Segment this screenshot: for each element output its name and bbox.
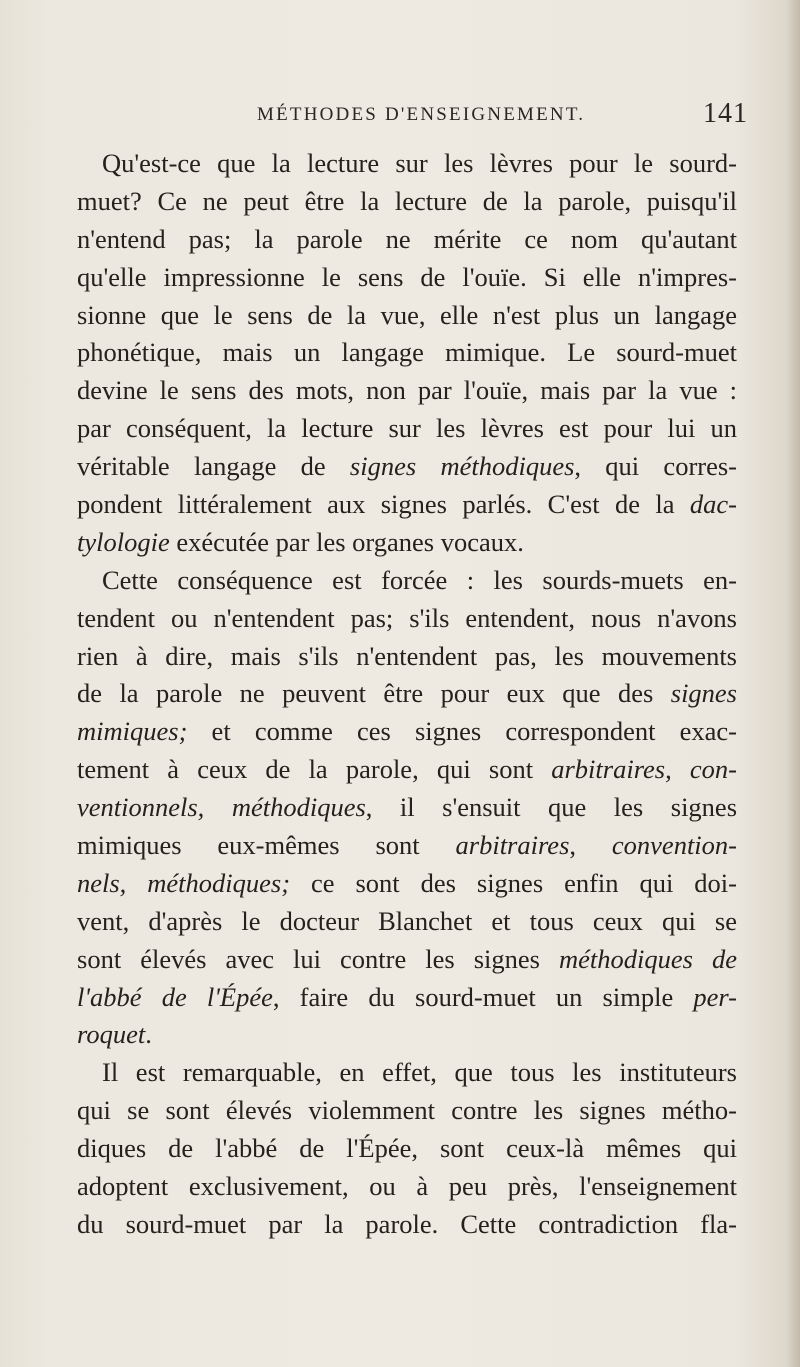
- text-line: [77, 145, 737, 183]
- text-line: [77, 827, 737, 865]
- italic-text: méthodiques de: [559, 943, 738, 974]
- text-segment: qu'elle impressionne le sens de l'ouïe. Si elle n'impres-: [77, 261, 737, 292]
- text-segment: sont élevés avec lui contre les signes: [77, 943, 560, 974]
- text-line: [77, 1168, 737, 1206]
- text-line: [77, 675, 737, 713]
- text-line: [77, 562, 737, 600]
- page-header: [257, 100, 748, 136]
- text-segment: Qu'est-ce que la lecture sur les lèvres pour le sourd-: [102, 148, 737, 178]
- text-line: [77, 486, 737, 524]
- text-line: [77, 600, 737, 638]
- text-line: [77, 259, 737, 297]
- text-segment: de la parole ne peuvent être pour eux que des: [77, 678, 671, 709]
- body-text: [77, 145, 737, 1244]
- text-line: [77, 334, 737, 372]
- italic-text: dac-: [689, 489, 737, 520]
- italic-text: signes: [670, 678, 737, 709]
- text-segment: pondent littéralement aux signes parlés. C'est de la: [77, 489, 690, 520]
- text-line: [77, 751, 737, 789]
- italic-text: mimiques;: [77, 716, 188, 747]
- text-segment: tendent ou n'entendent pas; s'ils entendent, nous n'avons: [77, 602, 737, 633]
- text-segment: phonétique, mais un langage mimique. Le sourd-muet: [77, 337, 737, 368]
- text-segment: ,: [569, 830, 612, 861]
- text-line: [77, 713, 737, 751]
- text-line: [77, 979, 737, 1017]
- page-number: 141: [703, 98, 748, 129]
- text-line: [77, 865, 737, 903]
- text-line: [77, 372, 737, 410]
- text-line: [77, 221, 737, 259]
- text-line: [77, 297, 737, 335]
- text-line: [77, 448, 737, 486]
- text-line: [77, 1130, 737, 1168]
- text-segment: .: [145, 1019, 152, 1050]
- text-segment: vent, d'après le docteur Blanchet et tous ceux qui se: [77, 905, 737, 936]
- italic-text: convention-: [611, 830, 737, 861]
- text-line: [77, 410, 737, 448]
- italic-text: arbitraires, con-: [551, 754, 737, 785]
- italic-text: per-: [693, 981, 737, 1012]
- text-segment: sionne que le sens de la vue, elle n'est plus un langage: [77, 299, 737, 330]
- text-segment: n'entend pas; la parole ne mérite ce nom qu'autant: [77, 223, 737, 254]
- text-segment: et comme ces signes correspondent exac-: [187, 716, 737, 747]
- text-segment: , qui corres-: [574, 451, 737, 482]
- text-line: [77, 941, 737, 979]
- text-line: [77, 1016, 737, 1054]
- text-segment: rien à dire, mais s'ils n'entendent pas, les mouvements: [77, 640, 737, 671]
- text-line: [77, 903, 737, 941]
- text-segment: du sourd-muet par la parole. Cette contradiction fla-: [77, 1208, 737, 1239]
- text-line: [77, 1054, 737, 1092]
- text-segment: , il s'ensuit que les signes: [365, 792, 738, 823]
- text-line: [77, 1206, 737, 1244]
- italic-text: ventionnels, méthodiques: [77, 792, 366, 823]
- page-edge-shadow: [786, 0, 800, 1367]
- text-segment: ce sont des signes enfin qui doi-: [290, 867, 737, 898]
- text-segment: exécutée par les organes vocaux.: [169, 526, 524, 557]
- text-line: [77, 1092, 737, 1130]
- text-line: [77, 638, 737, 676]
- italic-text: signes méthodiques: [349, 451, 575, 482]
- text-line: [77, 183, 737, 221]
- text-segment: tement à ceux de la parole, qui sont: [77, 754, 552, 785]
- italic-text: arbitraires: [455, 830, 570, 861]
- text-segment: muet? Ce ne peut être la lecture de la parole, puisqu'il: [77, 185, 737, 216]
- text-segment: véritable langage de: [77, 451, 350, 482]
- text-segment: qui se sont élevés violemment contre les signes métho-: [77, 1095, 737, 1126]
- text-segment: , faire du sourd-muet un simple: [272, 981, 694, 1012]
- text-segment: diques de l'abbé de l'Épée, sont ceux-là mêmes qui: [77, 1133, 737, 1164]
- text-segment: Il est remarquable, en effet, que tous les instituteurs: [102, 1057, 737, 1088]
- italic-text: l'abbé de l'Épée: [77, 981, 273, 1012]
- text-segment: Cette conséquence est forcée : les sourds-muets en-: [102, 564, 737, 595]
- text-line: [77, 524, 737, 562]
- text-segment: mimiques eux-mêmes sont: [77, 830, 456, 861]
- running-head: MÉTHODES D'ENSEIGNEMENT.: [257, 104, 586, 125]
- text-segment: par conséquent, la lecture sur les lèvres est pour lui un: [77, 413, 737, 444]
- italic-text: roquet: [77, 1019, 146, 1050]
- italic-text: tylologie: [77, 526, 170, 557]
- text-line: [77, 789, 737, 827]
- italic-text: nels, méthodiques;: [77, 867, 291, 898]
- text-segment: adoptent exclusivement, ou à peu près, l'enseignement: [77, 1171, 737, 1202]
- text-segment: devine le sens des mots, non par l'ouïe, mais par la vue :: [77, 375, 737, 406]
